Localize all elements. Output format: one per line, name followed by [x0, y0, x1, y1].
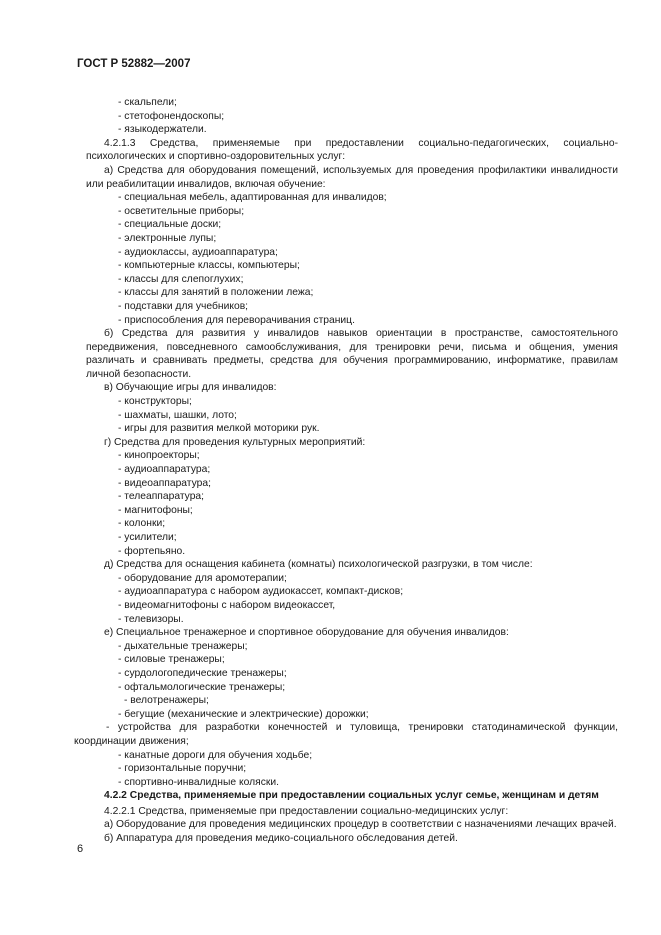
list-item: - фортепьяно. — [118, 545, 186, 557]
list-item: - классы для слепоглухих; — [118, 273, 244, 285]
paragraph-e: е) Специальное тренажерное и спортивное оборудование для обучения инвалидов: — [104, 627, 509, 639]
list-item: - видеоаппаратура; — [118, 477, 211, 489]
list-item: - игры для развития мелкой моторики рук. — [118, 423, 320, 435]
paragraph-v: в) Обучающие игры для инвалидов: — [104, 382, 277, 394]
list-item: - устройства для разработки конечностей и туловища, тренировки статодинамической функции, координации движения; — [74, 722, 618, 747]
list-item: - специальная мебель, адаптированная для инвалидов; — [118, 192, 387, 204]
list-item: - скальпели; — [118, 97, 177, 108]
list-item: - усилители; — [118, 532, 177, 543]
list-item: - приспособления для переворачивания страниц. — [118, 314, 355, 326]
list-item: - осветительные приборы; — [118, 205, 245, 217]
list-item: - видеомагнитофоны с набором видеокассет, — [118, 599, 336, 611]
list-item: - магнитофоны; — [118, 504, 193, 516]
list-item: - колонки; — [118, 518, 166, 530]
list-item: - компьютерные классы, компьютеры; — [118, 260, 300, 272]
list-item: - классы для занятий в положении лежа; — [118, 287, 314, 299]
list-item: - велотренажеры; — [124, 695, 209, 707]
list-item: - оборудование для аромотерапии; — [118, 572, 287, 584]
list-item: - языкодержатели. — [118, 124, 207, 136]
paragraph-qa: а) Оборудование для проведения медицинских процедур в соответствии с назначениями лечащих врачей. — [104, 819, 617, 831]
list-item: - канатные дороги для обучения ходьбе; — [118, 749, 313, 761]
list-item: - сурдологопедические тренажеры; — [118, 667, 287, 679]
list-item: - горизонтальные поручни; — [118, 763, 247, 775]
list-item: - подставки для учебников; — [118, 300, 249, 312]
list-item: - телевизоры. — [118, 613, 184, 625]
list-item: - офтальмологические тренажеры; — [118, 681, 286, 693]
list-item: - специальные доски; — [118, 219, 222, 231]
page-number: 6 — [77, 843, 84, 855]
document-header: ГОСТ Р 52882—2007 — [77, 58, 191, 70]
paragraph-a: а) Средства для оборудования помещений, используемых для проведения профилактики инвалидности или реабилитации инвалидов, включая обучение: — [86, 164, 618, 190]
list-item: - стетофонендоскопы; — [118, 110, 225, 122]
list-item: - аудиоаппаратура с набором аудиокассет, компакт-дисков; — [118, 586, 404, 598]
list-item: - дыхательные тренажеры; — [118, 640, 248, 652]
list-item: - конструкторы; — [118, 396, 192, 408]
list-item: - электронные лупы; — [118, 232, 217, 244]
list-item: - бегущие (механические и электрические) дорожки; — [118, 708, 369, 720]
paragraph-4-2-1-3: 4.2.1.3 Средства, применяемые при предоставлении социально-педагогических, социально-психологических и спортивно-оздоровительных услуг: — [86, 137, 618, 163]
paragraph-b: б) Средства для развития у инвалидов навыков ориентации в пространстве, самостоятельного передвижения, повседневного самообслуживания, для тренировки речи, письма и общения, умения различать и сравнивать предметы, средства для обучения программированию, информатике, правилам личной безопасности. — [86, 328, 618, 380]
document-body — [74, 96, 618, 846]
paragraph-g: г) Средства для проведения культурных мероприятий: — [104, 436, 366, 448]
list-item: - спортивно-инвалидные коляски. — [118, 776, 279, 788]
list-item: - аудиоклассы, аудиоаппаратура; — [118, 246, 278, 258]
list-item: - аудиоаппаратура; — [118, 464, 211, 476]
paragraph-d: д) Средства для оснащения кабинета (комнаты) психологической разгрузки, в том числе: — [104, 559, 533, 571]
list-item: - шахматы, шашки, лото; — [118, 409, 237, 421]
section-heading-4-2-2: 4.2.2 Средства, применяемые при предоставлении социальных услуг семье, женщинам и детям — [104, 790, 599, 802]
list-item: - силовые тренажеры; — [118, 654, 225, 666]
paragraph-qb: б) Аппаратура для проведения медико-социального обследования детей. — [104, 833, 458, 845]
list-item: - телеаппаратура; — [118, 491, 205, 503]
list-item: - кинопроекторы; — [118, 450, 200, 462]
paragraph-4-2-2-1: 4.2.2.1 Средства, применяемые при предоставлении социально-медицинских услуг: — [104, 805, 509, 817]
